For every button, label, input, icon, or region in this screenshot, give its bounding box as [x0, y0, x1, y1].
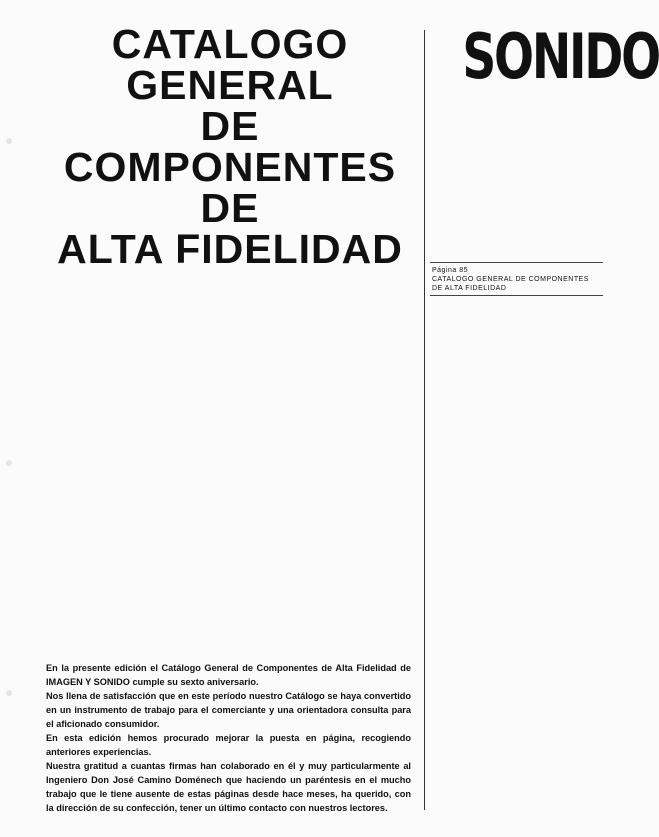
column-divider	[424, 30, 425, 810]
binder-hole	[6, 138, 12, 144]
intro-paragraph: Nos llena de satisfacción que en este período nuestro Catálogo se haya convertido en un instrumento de trabajo para el comerciante y una orientadora consulta para el aficionado consumidor.	[46, 691, 411, 729]
title-line: GENERAL	[126, 62, 334, 108]
page-number: Página 85	[432, 267, 469, 274]
intro-paragraph: En la presente edición el Catálogo General de Componentes de Alta Fidelidad de IMAGEN Y SONIDO cumple su sexto aniversario.	[46, 663, 411, 687]
section-title-line1: CATALOGO GENERAL DE COMPONENTES	[432, 276, 589, 283]
intro-paragraph: Nuestra gratitud a cuantas firmas han colaborado en él y muy particularmente al Ingeniero Don José Camino Doménech que haciendo un paréntesis en el mucho trabajo que le tiene ausente de estas páginas desde hace meses, ha querido, con la dirección de su confección, tener un último contacto con nuestros lectores.	[46, 761, 411, 813]
title-line: ALTA FIDELIDAD	[57, 226, 403, 272]
intro-text	[46, 661, 411, 815]
intro-paragraph: En esta edición hemos procurado mejorar la puesta en página, recogiendo anteriores experiencias.	[46, 733, 411, 757]
binder-hole	[6, 460, 12, 466]
title-line: DE	[200, 185, 260, 231]
title-line: CATALOGO	[111, 21, 349, 67]
section-title-line2: DE ALTA FIDELIDAD	[432, 285, 507, 292]
sidebar-rule-top	[430, 262, 603, 263]
sidebar-box	[432, 266, 604, 293]
catalog-title	[40, 21, 420, 272]
binder-hole	[6, 690, 12, 696]
sonido-logo: SONIDO	[462, 20, 659, 93]
sidebar-rule-bottom	[430, 295, 603, 296]
title-line: DE	[200, 103, 260, 149]
title-line: COMPONENTES	[63, 144, 397, 190]
